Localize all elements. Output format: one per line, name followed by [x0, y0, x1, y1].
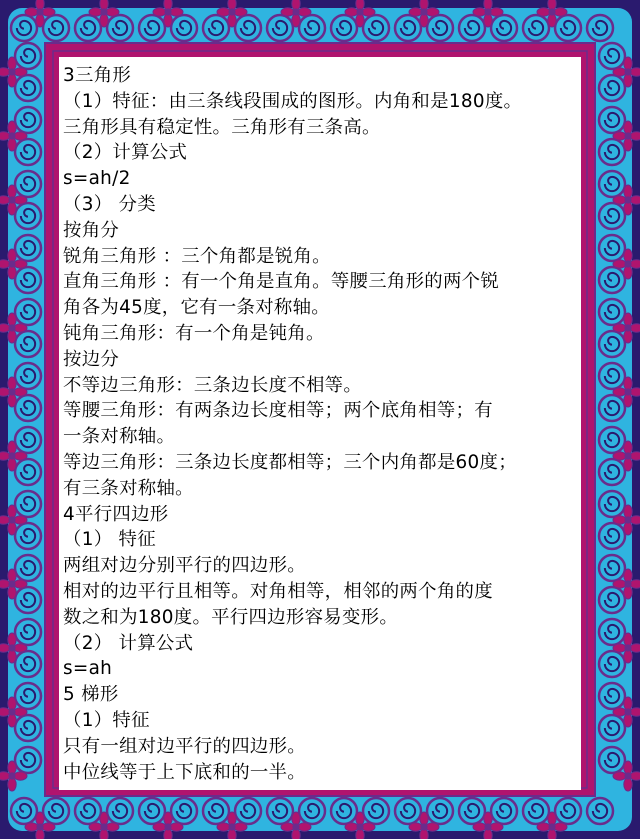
flower-center-icon — [624, 196, 631, 203]
flower-petal-icon — [8, 505, 16, 518]
flower-center-icon — [624, 324, 631, 331]
flower-center-icon — [8, 452, 15, 459]
flower-center-icon — [228, 823, 235, 830]
flower-petal-icon — [281, 8, 294, 16]
flower-petal-icon — [106, 8, 119, 16]
swirl-icon — [203, 798, 229, 824]
flower-petal-icon — [292, 812, 300, 825]
flower-center-icon — [292, 8, 299, 15]
flower-petal-icon — [298, 8, 311, 16]
triangle-feature-line: （1）特征：由三条线段围成的图形。内角和是180度。 — [63, 90, 523, 112]
flower-petal-icon — [426, 823, 439, 831]
swirl-icon — [427, 798, 453, 824]
flower-petal-icon — [537, 823, 550, 831]
parallelogram-feature-line-3: 数之和为180度。平行四边形容易变形。 — [63, 606, 399, 628]
flower-petal-icon — [14, 516, 27, 524]
flower-petal-icon — [14, 68, 27, 76]
flower-petal-icon — [613, 580, 626, 588]
swirl-icon — [363, 798, 389, 824]
triangle-formula-heading: （2）计算公式 — [63, 142, 188, 164]
flower-petal-icon — [537, 8, 550, 16]
flower-petal-icon — [234, 8, 247, 16]
flower-petal-icon — [8, 185, 16, 198]
flower-petal-icon — [8, 249, 16, 262]
flower-petal-icon — [345, 8, 358, 16]
right-triangle-line: 直角三角形 ：有一个角是直角。等腰三角形的两个锐 — [63, 271, 500, 293]
parallelogram-formula: s=ah — [63, 658, 113, 680]
swirl-icon — [171, 798, 197, 824]
flower-petal-icon — [624, 569, 632, 582]
flower-center-icon — [548, 8, 555, 15]
flower-petal-icon — [234, 823, 247, 831]
flower-center-icon — [484, 8, 491, 15]
flower-petal-icon — [292, 14, 300, 27]
flower-petal-icon — [409, 823, 422, 831]
flower-center-icon — [420, 8, 427, 15]
flower-center-icon — [624, 516, 631, 523]
flower-petal-icon — [228, 14, 236, 27]
flower-petal-icon — [298, 823, 311, 831]
flower-petal-icon — [484, 812, 492, 825]
by-side-heading: 按边分 — [63, 348, 120, 370]
trapezoid-feature-heading: （1）特征 — [63, 709, 150, 731]
flower-petal-icon — [14, 132, 27, 140]
flower-petal-icon — [554, 8, 567, 16]
flower-center-icon — [624, 68, 631, 75]
flower-petal-icon — [217, 823, 230, 831]
flower-petal-icon — [8, 138, 16, 151]
flower-petal-icon — [100, 812, 108, 825]
flower-petal-icon — [613, 644, 626, 652]
flower-petal-icon — [624, 650, 632, 663]
swirl-icon — [15, 523, 41, 549]
flower-petal-icon — [624, 505, 632, 518]
flower-petal-icon — [473, 8, 486, 16]
flower-center-icon — [36, 8, 43, 15]
flower-center-icon — [356, 8, 363, 15]
by-angle-heading: 按角分 — [63, 219, 120, 241]
flower-petal-icon — [25, 823, 38, 831]
flower-petal-icon — [548, 812, 556, 825]
flower-center-icon — [624, 388, 631, 395]
flower-petal-icon — [14, 452, 27, 460]
flower-petal-icon — [89, 8, 102, 16]
swirl-icon — [107, 798, 133, 824]
flower-petal-icon — [613, 772, 626, 780]
flower-center-icon — [8, 772, 15, 779]
swirl-icon — [139, 798, 165, 824]
flower-petal-icon — [613, 708, 626, 716]
flower-petal-icon — [8, 121, 16, 134]
flower-petal-icon — [14, 644, 27, 652]
swirl-icon — [235, 798, 261, 824]
flower-center-icon — [548, 823, 555, 830]
swirl-icon — [299, 798, 325, 824]
flower-petal-icon — [426, 8, 439, 16]
acute-triangle-line: 锐角三角形 ：三个角都是锐角。 — [63, 245, 331, 267]
swirl-icon — [43, 798, 69, 824]
flower-petal-icon — [100, 14, 108, 27]
flower-petal-icon — [490, 8, 503, 16]
flower-center-icon — [624, 260, 631, 267]
flower-petal-icon — [409, 8, 422, 16]
flower-center-icon — [484, 823, 491, 830]
flower-petal-icon — [25, 8, 38, 16]
flower-petal-icon — [362, 8, 375, 16]
flower-petal-icon — [217, 8, 230, 16]
swirl-icon — [491, 798, 517, 824]
flower-petal-icon — [42, 823, 55, 831]
isosceles-triangle-line: 等腰三角形：有两条边长度相等；两个底角相等；有 — [63, 400, 493, 422]
swirl-icon — [331, 798, 357, 824]
swirl-icon — [11, 798, 37, 824]
swirl-icon — [523, 798, 549, 824]
flower-center-icon — [100, 823, 107, 830]
flower-center-icon — [8, 260, 15, 267]
flower-center-icon — [624, 644, 631, 651]
flower-petal-icon — [8, 330, 16, 343]
flower-petal-icon — [8, 761, 16, 774]
flower-center-icon — [8, 132, 15, 139]
parallelogram-feature-line-2: 相对的边平行且相等。对角相等，相邻的两个角的度 — [63, 580, 493, 602]
flower-petal-icon — [8, 377, 16, 390]
flower-petal-icon — [624, 761, 632, 774]
flower-petal-icon — [8, 522, 16, 535]
flower-petal-icon — [345, 823, 358, 831]
flower-center-icon — [8, 644, 15, 651]
heading-trapezoid: 5 梯形 — [63, 684, 119, 706]
flower-petal-icon — [8, 569, 16, 582]
flower-center-icon — [624, 132, 631, 139]
flower-center-icon — [8, 196, 15, 203]
flower-center-icon — [8, 516, 15, 523]
flower-petal-icon — [624, 249, 632, 262]
flower-center-icon — [624, 452, 631, 459]
flower-petal-icon — [14, 580, 27, 588]
right-triangle-line-2: 角各为45度，它有一条对称轴。 — [63, 297, 330, 319]
flower-petal-icon — [624, 394, 632, 407]
flower-petal-icon — [8, 586, 16, 599]
flower-petal-icon — [8, 266, 16, 279]
flower-petal-icon — [554, 823, 567, 831]
flower-petal-icon — [613, 452, 626, 460]
flower-petal-icon — [89, 823, 102, 831]
triangle-classification-heading: （3） 分类 — [63, 193, 156, 215]
flower-petal-icon — [8, 74, 16, 87]
equilateral-triangle-line: 等边三角形：三条边长度都相等；三个内角都是60度； — [63, 451, 517, 473]
flower-petal-icon — [624, 441, 632, 454]
flower-petal-icon — [14, 196, 27, 204]
flower-center-icon — [228, 8, 235, 15]
flower-petal-icon — [356, 812, 364, 825]
flower-petal-icon — [613, 132, 626, 140]
flower-petal-icon — [356, 14, 364, 27]
flower-petal-icon — [624, 57, 632, 70]
flower-petal-icon — [613, 196, 626, 204]
flower-petal-icon — [624, 778, 632, 791]
swirl-icon — [587, 798, 613, 824]
flower-petal-icon — [8, 394, 16, 407]
scalene-triangle-line: 不等边三角形：三条边长度不相等。 — [63, 374, 363, 396]
flower-petal-icon — [624, 266, 632, 279]
flower-petal-icon — [624, 377, 632, 390]
flower-petal-icon — [170, 823, 183, 831]
flower-petal-icon — [153, 823, 166, 831]
triangle-feature-line-2: 三角形具有稳定性。三角形有三条高。 — [63, 116, 381, 138]
swirl-icon — [599, 523, 625, 549]
flower-petal-icon — [613, 516, 626, 524]
flower-petal-icon — [36, 14, 44, 27]
flower-petal-icon — [624, 185, 632, 198]
flower-petal-icon — [8, 697, 16, 710]
flower-petal-icon — [548, 14, 556, 27]
flower-petal-icon — [624, 714, 632, 727]
equilateral-triangle-line-2: 有三条对称轴。 — [63, 477, 194, 499]
flower-petal-icon — [42, 8, 55, 16]
flower-petal-icon — [8, 202, 16, 215]
trapezoid-feature-line: 只有一组对边平行的四边形。 — [63, 735, 306, 757]
parallelogram-feature-line: 两组对边分别平行的四边形。 — [63, 555, 306, 577]
swirl-icon — [459, 798, 485, 824]
flower-center-icon — [8, 324, 15, 331]
flower-petal-icon — [473, 823, 486, 831]
flower-center-icon — [292, 823, 299, 830]
flower-petal-icon — [281, 823, 294, 831]
flower-petal-icon — [624, 121, 632, 134]
parallelogram-feature-heading: （1） 特征 — [63, 529, 156, 551]
flower-petal-icon — [106, 823, 119, 831]
flower-petal-icon — [420, 14, 428, 27]
flower-center-icon — [624, 708, 631, 715]
flower-petal-icon — [624, 458, 632, 471]
flower-petal-icon — [624, 74, 632, 87]
isosceles-triangle-line-2: 一条对称轴。 — [63, 426, 176, 448]
flower-petal-icon — [8, 714, 16, 727]
flower-center-icon — [8, 580, 15, 587]
flower-petal-icon — [613, 260, 626, 268]
flower-petal-icon — [484, 14, 492, 27]
flower-petal-icon — [153, 8, 166, 16]
flower-petal-icon — [8, 441, 16, 454]
flower-petal-icon — [164, 14, 172, 27]
flower-petal-icon — [362, 823, 375, 831]
flower-center-icon — [624, 772, 631, 779]
flower-petal-icon — [14, 708, 27, 716]
flower-petal-icon — [624, 202, 632, 215]
flower-petal-icon — [228, 812, 236, 825]
flower-petal-icon — [8, 778, 16, 791]
document-text — [63, 63, 581, 785]
flower-center-icon — [100, 8, 107, 15]
heading-parallelogram: 4平行四边形 — [63, 503, 169, 525]
heading-triangle: 3三角形 — [63, 65, 132, 86]
flower-center-icon — [36, 823, 43, 830]
flower-petal-icon — [613, 68, 626, 76]
flower-petal-icon — [8, 313, 16, 326]
triangle-formula: s=ah/2 — [63, 168, 131, 190]
flower-petal-icon — [420, 812, 428, 825]
swirl-icon — [15, 651, 41, 677]
flower-petal-icon — [624, 697, 632, 710]
flower-petal-icon — [624, 138, 632, 151]
flower-petal-icon — [624, 586, 632, 599]
flower-petal-icon — [14, 772, 27, 780]
flower-petal-icon — [14, 388, 27, 396]
flower-petal-icon — [164, 812, 172, 825]
flower-petal-icon — [8, 633, 16, 646]
flower-petal-icon — [624, 522, 632, 535]
parallelogram-formula-heading: （2） 计算公式 — [63, 632, 194, 654]
flower-petal-icon — [170, 8, 183, 16]
swirl-icon — [267, 798, 293, 824]
content-panel — [59, 57, 581, 790]
flower-center-icon — [8, 708, 15, 715]
flower-center-icon — [8, 388, 15, 395]
flower-center-icon — [164, 8, 171, 15]
flower-center-icon — [356, 823, 363, 830]
flower-petal-icon — [8, 458, 16, 471]
flower-center-icon — [624, 580, 631, 587]
swirl-icon — [555, 798, 581, 824]
flower-center-icon — [8, 68, 15, 75]
flower-petal-icon — [624, 313, 632, 326]
flower-center-icon — [420, 823, 427, 830]
flower-petal-icon — [490, 823, 503, 831]
flower-petal-icon — [14, 324, 27, 332]
flower-petal-icon — [624, 330, 632, 343]
flower-petal-icon — [624, 633, 632, 646]
flower-petal-icon — [14, 260, 27, 268]
flower-petal-icon — [36, 812, 44, 825]
flower-petal-icon — [8, 57, 16, 70]
swirl-icon — [599, 651, 625, 677]
flower-petal-icon — [613, 388, 626, 396]
flower-petal-icon — [613, 324, 626, 332]
trapezoid-feature-line-2: 中位线等于上下底和的一半。 — [63, 761, 306, 783]
swirl-icon — [75, 798, 101, 824]
obtuse-triangle-line: 钝角三角形：有一个角是钝角。 — [63, 322, 325, 344]
swirl-icon — [395, 798, 421, 824]
flower-petal-icon — [8, 650, 16, 663]
flower-center-icon — [164, 823, 171, 830]
